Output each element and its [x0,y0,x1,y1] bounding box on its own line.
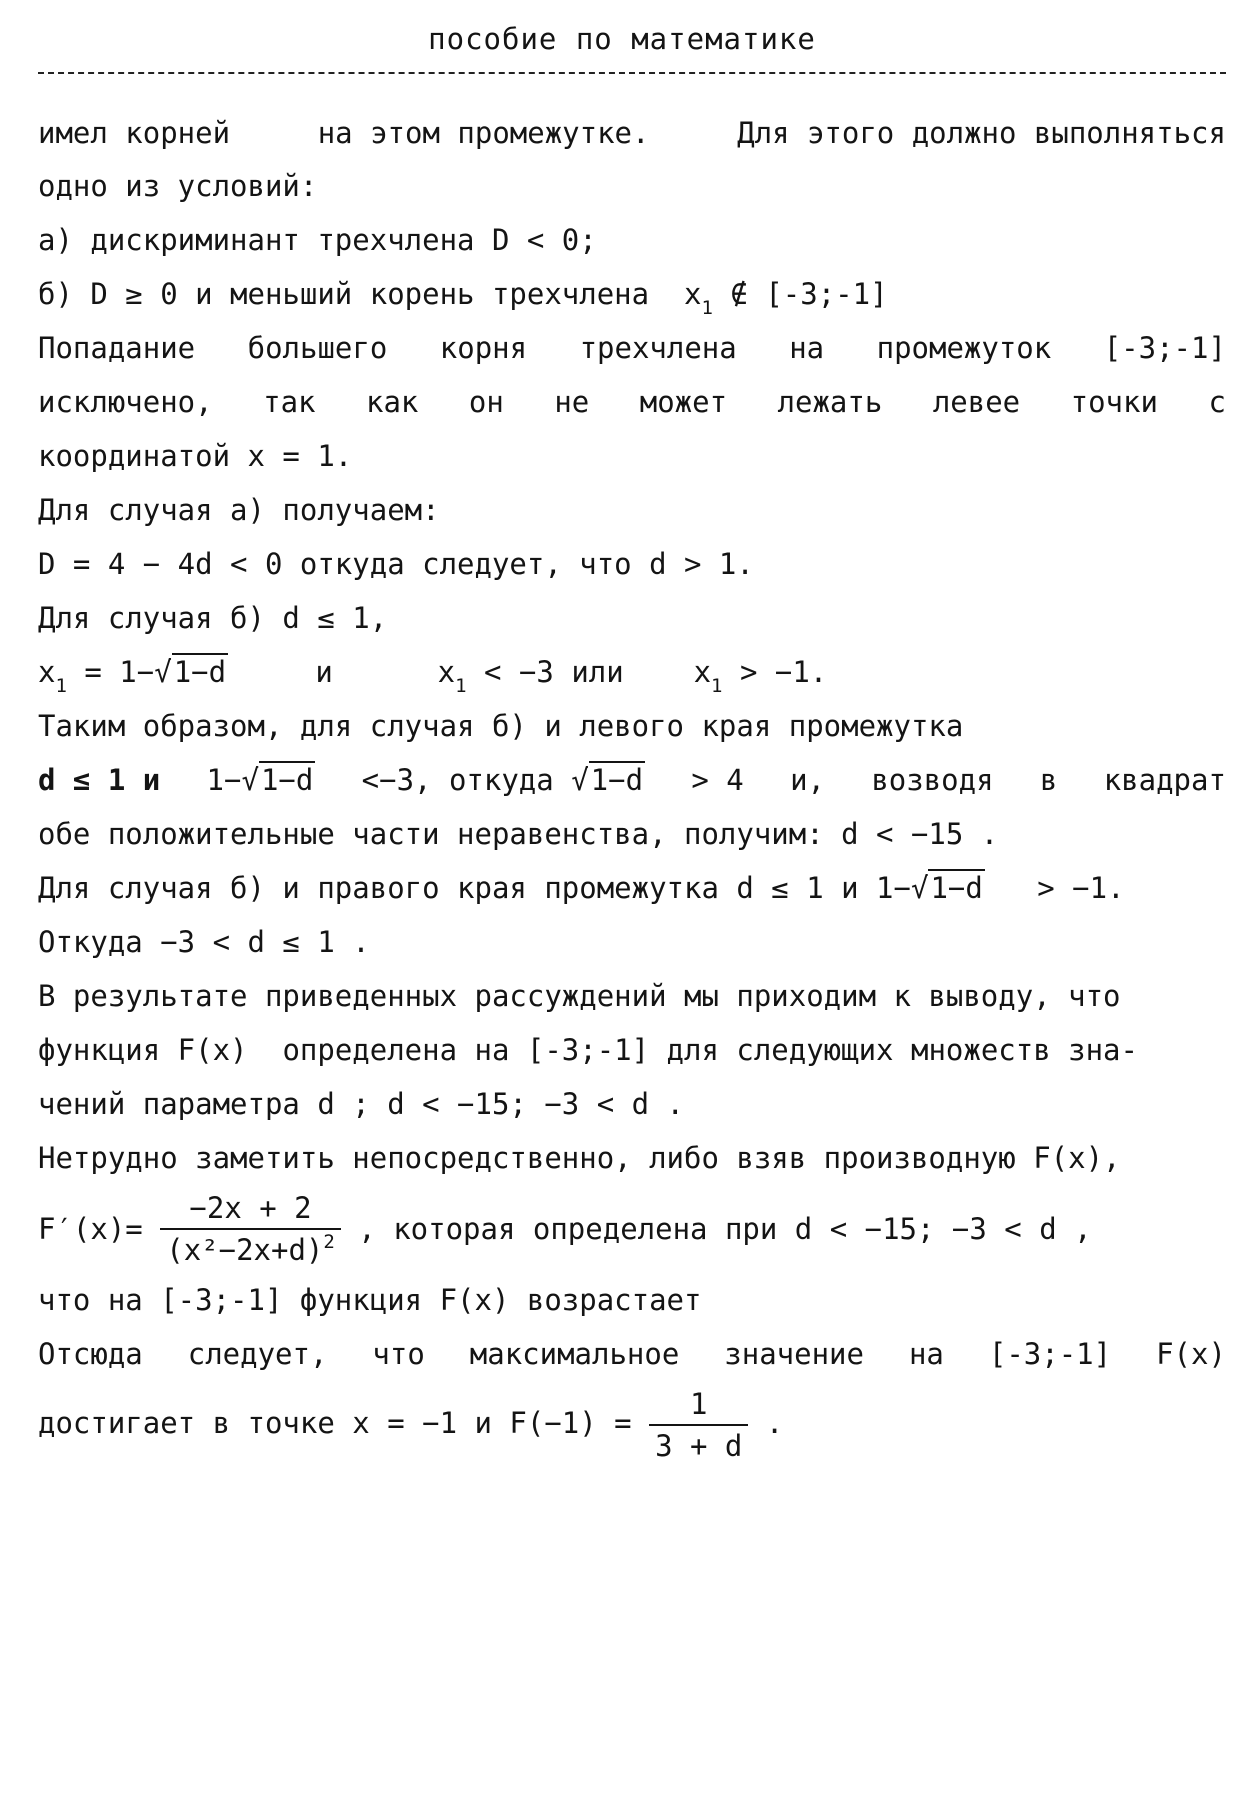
word: [-3;-1] [988,1337,1112,1371]
text-segment: достигает в точке x = −1 и F(−1) = [38,1406,632,1440]
text-segment: > −1. [1037,871,1125,905]
text-line-5 [38,330,1226,366]
text-line-15 [38,870,1125,906]
word: возводя [871,763,994,797]
fraction-numerator: 1 [649,1384,748,1426]
math-var: x [693,655,712,689]
sqrt-radicand: 1−d [173,655,227,689]
word: как [366,385,419,419]
word: левее [932,385,1021,419]
text-line-7: координатой x = 1. [38,439,353,473]
word: с [1208,385,1226,419]
header-rule [38,72,1226,74]
word: в [1039,763,1058,797]
text-line-1 [38,115,1226,151]
sqrt-sign: √ [154,655,172,689]
sqrt-radicand: 1−d [930,871,983,905]
word: трехчлена [579,331,737,365]
text-segment: 1− [206,763,242,797]
text-line-20: Нетрудно заметить непосредственно, либо взяв производную F(x), [38,1141,1121,1175]
text-segment: и [315,655,333,689]
fraction-numerator: −2x + 2 [160,1188,341,1230]
subscript: 1 [55,675,67,697]
word: так [263,385,316,419]
text-segment: > 4 [691,763,744,797]
word: и, [790,763,826,797]
text-line-19: чений параметра d ; d < −15; −3 < d . [38,1087,685,1121]
sqrt-radicand: 1−d [260,763,314,797]
text-line-18 [38,1032,1138,1068]
text-line-10: Для случая б) d ≤ 1, [38,601,388,635]
text-line-4 [38,276,888,319]
word: на [789,331,825,365]
text-segment: ∉ [-3;-1] [730,277,888,311]
word: исключено, [38,385,213,419]
page-header: пособие по математике [428,22,816,56]
word: [-3;-1] [1103,331,1226,365]
sqrt-sign: √ [910,871,929,905]
word: корня [439,331,528,365]
word: на [908,1337,944,1371]
sqrt-sign: √ [241,763,259,797]
word: не [554,385,590,419]
word: он [468,385,504,419]
subscript: 1 [455,675,467,697]
subscript: 1 [701,297,713,319]
text-line-12: Таким образом, для случая б) и левого края промежутка [38,709,964,743]
word: точки [1070,385,1158,419]
text-line-8: Для случая а) получаем: [38,493,440,527]
text-segment: <−3, откуда [361,763,554,797]
text-line-16: Откуда −3 < d ≤ 1 . [38,925,370,959]
word: квадрат [1103,763,1226,797]
text-segment: Для случая б) и правого края промежутка d ≤ 1 и 1− [38,871,911,905]
text-segment: > −1. [739,655,828,689]
denominator-text: (x²−2x+d) [166,1233,324,1267]
expr [207,762,316,798]
text-segment: F′(x)= [38,1212,143,1246]
subscript: 1 [711,675,723,697]
fraction-denominator [160,1230,341,1274]
word: лежать [777,385,883,419]
text-line-2: одно из условий: [38,169,318,203]
derivative-fraction [160,1188,341,1274]
text-segment: d ≤ 1 и [38,763,161,797]
word: максимальное [469,1337,680,1371]
word: может [639,385,728,419]
text-line-17: В результате приведенных рассуждений мы приходим к выводу, что [38,979,1121,1013]
text-line-24 [38,1384,783,1466]
text-segment: = 1− [84,655,155,689]
text-segment: , которая определена при d < −15; −3 < d , [358,1212,1092,1246]
math-var: x [684,277,702,311]
text-segment: < −3 или [484,655,624,689]
text-segment: на этом промежутке. [317,116,650,150]
math-var: x [38,655,56,689]
word: Отсюда [38,1337,143,1371]
word: промежуток [876,331,1052,365]
sqrt-radicand: 1−d [590,763,644,797]
value-fraction [649,1384,748,1466]
text-segment: . [765,1406,784,1440]
text-line-21 [38,1188,1092,1274]
text-line-6 [38,384,1226,420]
fraction-denominator: 3 + d [655,1429,743,1463]
text-line-13 [38,762,1226,798]
text-line-23 [38,1336,1226,1372]
text-segment: имел корней [38,116,231,150]
text-segment: определена на [-3;-1] для следующих множеств зна- [282,1033,1138,1067]
word: F(x) [1156,1337,1226,1371]
text-line-14: обе положительные части неравенства, получим: d < −15 . [38,817,999,851]
text-line-22: что на [-3;-1] функция F(x) возрастает [38,1283,702,1317]
word: большего [247,331,388,365]
word: следует, [187,1337,328,1371]
word: что [372,1337,425,1371]
expr [362,762,645,798]
text-line-3: а) дискриминант трехчлена D < 0; [38,223,597,257]
text-segment: б) D ≥ 0 и меньший корень трехчлена [38,277,650,311]
text-segment: Для этого должно выполняться [737,116,1226,150]
text-line-9: D = 4 − 4d < 0 откуда следует, что d > 1. [38,547,754,581]
word: значение [724,1337,864,1371]
exponent: 2 [323,1231,335,1253]
sqrt-sign: √ [571,763,589,797]
text-line-11 [38,654,828,697]
word: Попадание [38,331,196,365]
math-var: x [437,655,456,689]
text-segment: функция F(x) [38,1033,248,1067]
